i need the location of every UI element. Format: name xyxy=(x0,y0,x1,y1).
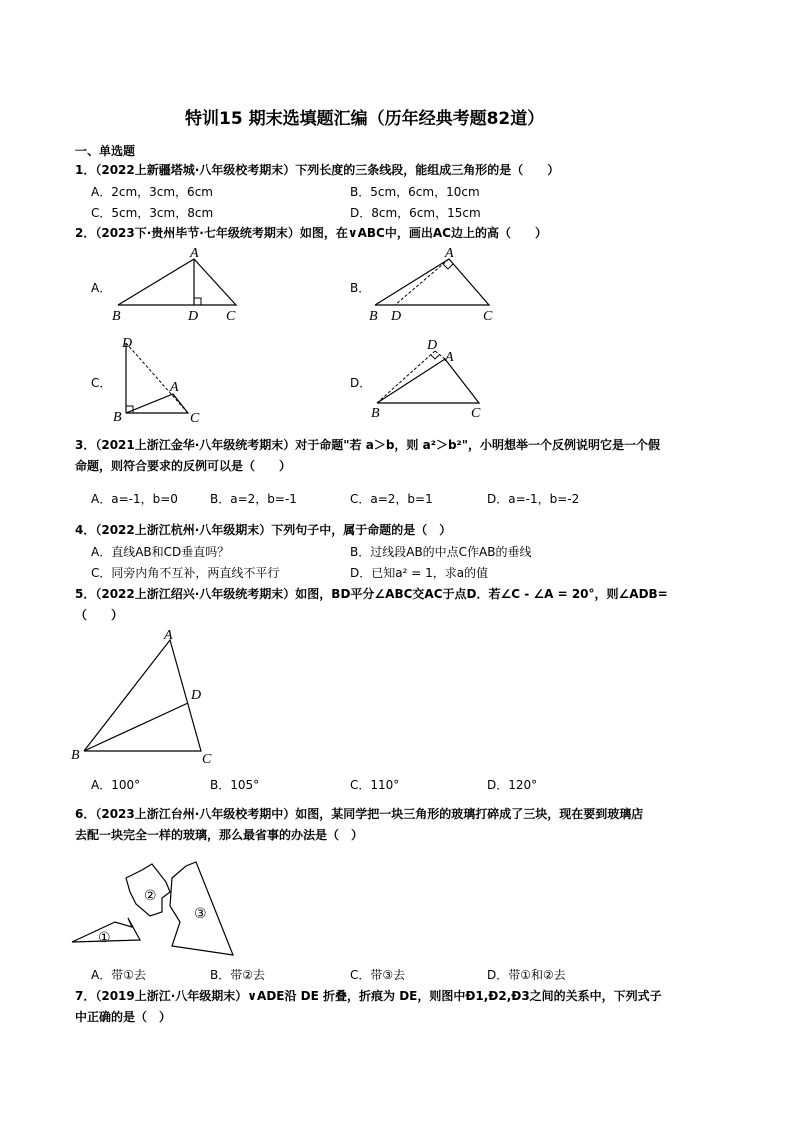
q3-option-b: B．a=2，b=-1 xyxy=(210,492,297,506)
q4-option-a: A．直线AB和CD垂直吗？ xyxy=(91,545,230,559)
q6-figure xyxy=(70,860,245,960)
q5-label-c: C xyxy=(202,752,212,767)
q1-option-b: B．5cm，6cm，10cm xyxy=(350,185,480,199)
q6-stem-line2: 去配一块完全一样的玻璃，那么最省事的办法是（ ） xyxy=(75,828,364,842)
q3-stem-line1: 3．（2021上浙江金华·八年级统考期末）对于命题"若 a＞b，则 a²＞b²"，小明想举一个反例说明它是一个假 xyxy=(75,438,661,452)
q2-stem: 2．（2023下·贵州毕节·七年级统考期末）如图，在∨ABC中，画出AC边上的高（ ） xyxy=(75,226,547,240)
q2a-label-b: B xyxy=(112,309,121,324)
q5-stem-line2: （ ） xyxy=(75,608,124,622)
q2d-label-c: C xyxy=(471,406,481,421)
q5-figure xyxy=(68,626,218,766)
q2-figure-d xyxy=(365,335,500,425)
q3-option-a: A．a=-1，b=0 xyxy=(91,492,178,506)
q2d-label-d: D xyxy=(427,338,438,353)
q6-option-a: A．带①去 xyxy=(91,968,146,982)
q2-option-d: D． xyxy=(350,376,372,390)
q6-option-d: D．带①和②去 xyxy=(487,968,566,982)
q2c-label-d: D xyxy=(122,336,133,351)
q4-stem: 4．（2022上浙江杭州·八年级期末）下列句子中，属于命题的是（ ） xyxy=(75,523,452,537)
section-heading: 一、单选题 xyxy=(75,144,136,158)
q5-label-b: B xyxy=(71,748,80,763)
q6-option-b: B．带②去 xyxy=(210,968,265,982)
q5-option-b: B．105° xyxy=(210,778,260,792)
piece-label-3: ③ xyxy=(194,906,207,922)
q7-stem-line2: 中正确的是（ ） xyxy=(75,1010,172,1024)
q4-option-d: D．已知a² = 1，求a的值 xyxy=(350,566,489,580)
q5-option-d: D．120° xyxy=(487,778,538,792)
q2c-label-c: C xyxy=(190,411,200,426)
q5-label-d: D xyxy=(191,688,202,703)
q2a-label-d: D xyxy=(188,309,199,324)
q2d-label-b: B xyxy=(371,406,380,421)
piece-label-1: ① xyxy=(98,930,111,946)
piece-label-2: ② xyxy=(144,888,157,904)
q2-option-c: C． xyxy=(91,376,112,390)
q3-option-d: D．a=-1，b=-2 xyxy=(487,492,580,506)
q2d-label-a: A xyxy=(445,350,454,365)
q2-figure-b xyxy=(365,245,505,325)
q1-option-d: D．8cm，6cm，15cm xyxy=(350,206,481,220)
q2-option-b: B． xyxy=(350,281,371,295)
page-title: 特训15 期末选填题汇编（历年经典考题82道） xyxy=(185,109,545,129)
q2-option-a: A． xyxy=(91,281,112,295)
q2b-label-d: D xyxy=(391,309,402,324)
q5-stem-line1: 5．（2022上浙江绍兴·八年级统考期末）如图，BD平分∠ABC交AC于点D．若∠C - ∠A = 20°，则∠ADB= xyxy=(75,587,668,601)
q3-stem-line2: 命题，则符合要求的反例可以是（ ） xyxy=(75,459,292,473)
q1-option-a: A．2cm，3cm，6cm xyxy=(91,185,213,199)
q5-label-a: A xyxy=(164,628,173,643)
q5-option-c: C．110° xyxy=(350,778,400,792)
q4-option-b: B．过线段AB的中点C作AB的垂线 xyxy=(350,545,532,559)
q2b-label-c: C xyxy=(483,309,493,324)
q6-stem-line1: 6．（2023上浙江台州·八年级校考期中）如图，某同学把一块三角形的玻璃打碎成了三块，现在要到玻璃店 xyxy=(75,807,644,821)
q2b-label-b: B xyxy=(369,309,378,324)
q2a-label-a: A xyxy=(190,246,199,261)
q2-figure-c xyxy=(110,333,220,428)
q4-option-c: C．同旁内角不互补，两直线不平行 xyxy=(91,566,280,580)
q2c-label-a: A xyxy=(170,380,179,395)
q3-option-c: C．a=2，b=1 xyxy=(350,492,433,506)
q1-stem: 1．（2022上新疆塔城·八年级校考期末）下列长度的三条线段，能组成三角形的是（ ） xyxy=(75,163,560,177)
q6-option-c: C．带③去 xyxy=(350,968,406,982)
q2a-label-c: C xyxy=(226,309,236,324)
q1-option-c: C．5cm，3cm，8cm xyxy=(91,206,214,220)
q2b-label-a: A xyxy=(445,246,454,261)
q5-option-a: A．100° xyxy=(91,778,141,792)
q2c-label-b: B xyxy=(113,410,122,425)
q2-figure-a xyxy=(108,245,248,325)
q7-stem-line1: 7．（2019上浙江·八年级期末）∨ADE沿 DE 折叠，折痕为 DE，则图中Ð1,Ð2,Ð3之间的关系中，下列式子 xyxy=(75,989,662,1003)
